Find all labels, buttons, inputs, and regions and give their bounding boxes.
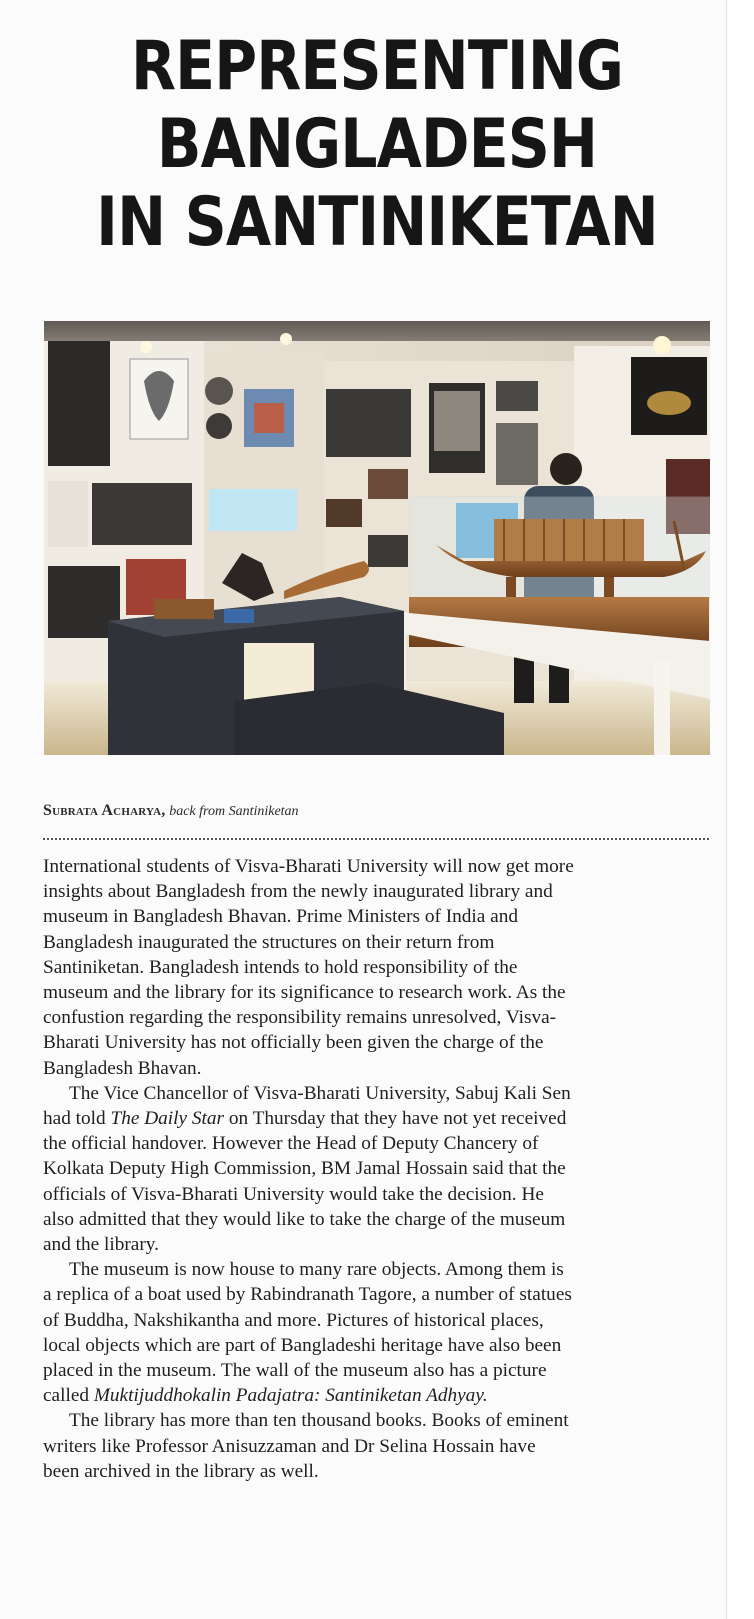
byline-author: Subrata Acharya,: [43, 802, 166, 819]
text-line: the official handover. However the Head of Deputy Chancery of: [43, 1133, 539, 1155]
text-line: placed in the museum. The wall of the museum also has a picture: [43, 1360, 547, 1382]
text-line: museum in Bangladesh Bhavan. Prime Ministers of India and: [43, 906, 518, 928]
publication-name: The Daily Star: [110, 1108, 225, 1130]
text-line: a replica of a boat used by Rabindranath Tagore, a number of statues: [43, 1284, 572, 1306]
paragraph-1: [43, 854, 711, 1081]
text-line: and the library.: [43, 1234, 159, 1256]
text-line: Bharati University has not officially been given the charge of the: [43, 1032, 544, 1054]
text-line: The library has more than ten thousand books. Books of eminent: [69, 1410, 569, 1432]
byline-dateline: back from Santiniketan: [169, 804, 299, 819]
text-line: Santiniketan. Bangladesh intends to hold responsibility of the: [43, 956, 518, 978]
paragraph-4: [43, 1408, 711, 1484]
paragraph-3: [43, 1257, 711, 1408]
text-line: insights about Bangladesh from the newly inaugurated library and: [43, 881, 553, 903]
text-line: Bangladesh Bhavan.: [43, 1057, 202, 1079]
headline-line-2: BANGLADESH: [156, 105, 598, 184]
article-body: [43, 854, 711, 1484]
text-line: of Buddha, Nakshikantha and more. Pictures of historical places,: [43, 1309, 544, 1331]
text-line: [43, 1106, 711, 1131]
text-line: been archived in the library as well.: [43, 1460, 319, 1482]
museum-photo: [44, 321, 710, 755]
text-segment: called: [43, 1385, 94, 1407]
text-line: [43, 1383, 711, 1408]
text-line: also admitted that they would like to take the charge of the museum: [43, 1208, 566, 1230]
picture-title: Muktijuddhokalin Padajatra: Santiniketan Adhyay.: [93, 1385, 488, 1407]
text-segment: on Thursday that they have not yet received: [224, 1108, 567, 1130]
museum-photo-illustration: [44, 321, 710, 755]
text-line: officials of Visva-Bharati University would take the decision. He: [43, 1183, 544, 1205]
text-segment: had told: [43, 1108, 111, 1130]
text-line: museum and the library for its significance to research work. As the: [43, 982, 566, 1004]
headline-line-1: REPRESENTING: [130, 27, 624, 106]
headline: [53, 28, 701, 262]
text-line: local objects which are part of Bangladeshi heritage have also been: [43, 1334, 562, 1356]
text-line: Bangladesh inaugurated the structures on their return from: [43, 931, 495, 953]
text-line: The Vice Chancellor of Visva-Bharati University, Sabuj Kali Sen: [69, 1082, 571, 1104]
text-line: confustion regarding the responsibility remains unresolved, Visva-: [43, 1007, 557, 1029]
headline-line-3: IN SANTINIKETAN: [96, 183, 658, 262]
paragraph-2: [43, 1081, 711, 1257]
text-line: The museum is now house to many rare objects. Among them is: [69, 1259, 564, 1281]
text-line: International students of Visva-Bharati University will now get more: [43, 856, 574, 877]
dotted-divider: [43, 838, 709, 840]
text-line: writers like Professor Anisuzzaman and Dr Selina Hossain have: [43, 1435, 536, 1457]
byline: [43, 802, 299, 820]
text-line: Kolkata Deputy High Commission, BM Jamal Hossain said that the: [43, 1158, 566, 1180]
